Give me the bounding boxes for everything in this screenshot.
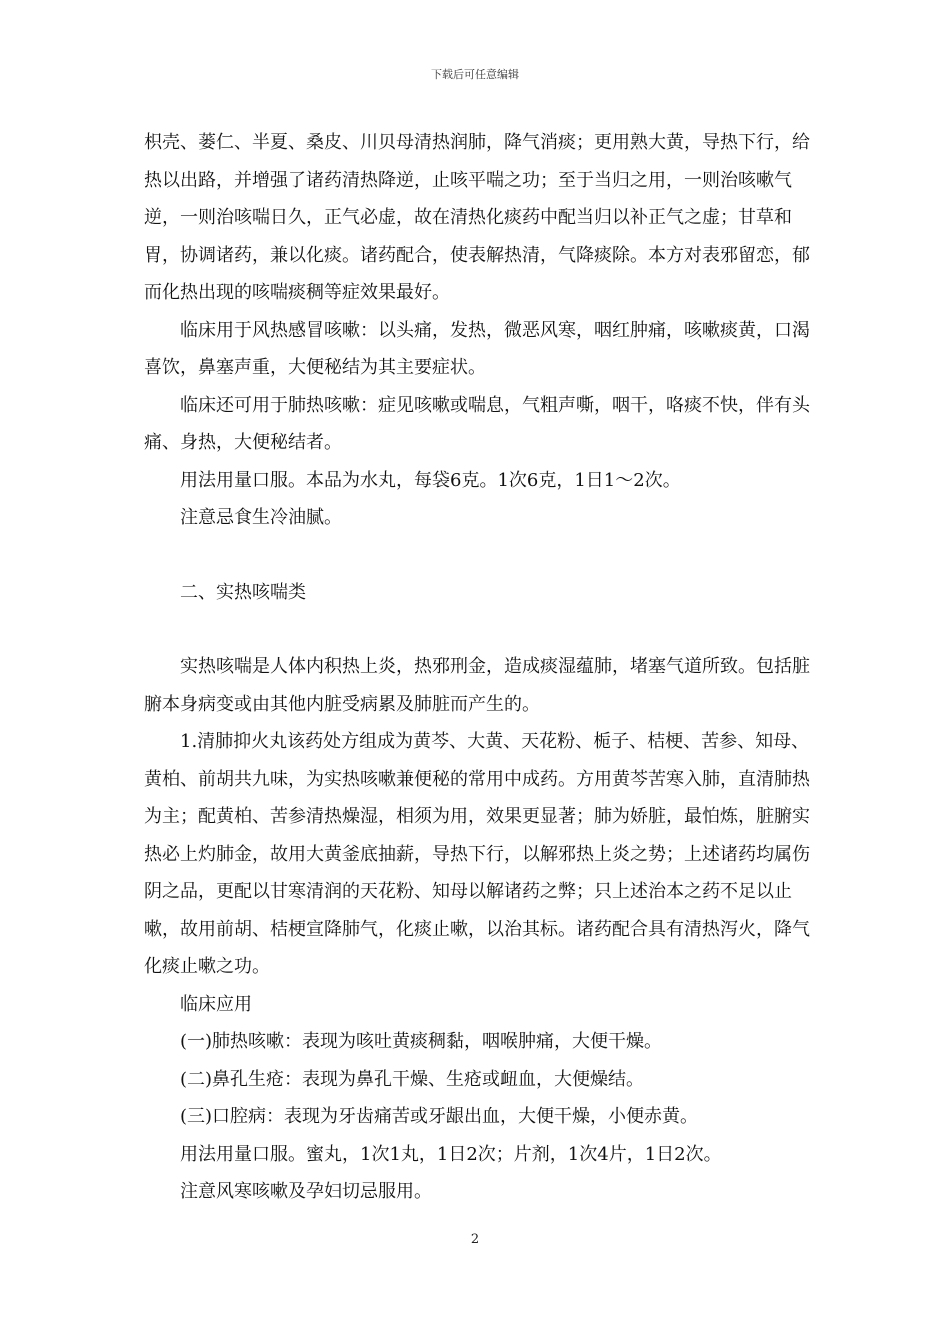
paragraph-dosage: 用法用量口服。本品为水丸，每袋6克。1次6克，1日1～2次。 xyxy=(180,469,681,491)
list-item-nostril-sores: (二)鼻孔生疮：表现为鼻孔干燥、生疮或衄血，大便燥结。 xyxy=(180,1068,645,1090)
paragraph-caution: 注意忌食生冷油腻。 xyxy=(180,507,342,528)
section-heading: 二、实热咳喘类 xyxy=(180,581,306,603)
document-body xyxy=(144,124,814,1211)
page-header: 下载后可任意编辑 xyxy=(431,68,519,81)
paragraph-clinical-wind-heat: 临床用于风热感冒咳嗽：以头痛，发热，微恶风寒，咽红肿痛，咳嗽痰黄，口渴喜饮，鼻塞声重，大便秘结为其主要症状。 xyxy=(144,319,810,378)
paragraph-section-intro: 实热咳喘是人体内积热上炎，热邪刑金，造成痰湿蕴肺，堵塞气道所致。包括脏腑本身病变或由其他内脏受病累及肺脏而产生的。 xyxy=(144,656,810,715)
page-number: 2 xyxy=(470,1232,480,1247)
list-item-lung-heat-cough: (一)肺热咳嗽：表现为咳吐黄痰稠黏，咽喉肿痛，大便干燥。 xyxy=(180,1031,663,1052)
paragraph-herb-explanation: 枳壳、蒌仁、半夏、桑皮、川贝母清热润肺，降气消痰；更用熟大黄，导热下行，给热以出路，并增强了诸药清热降逆，止咳平喘之功；至于当归之用，一则治咳嗽气逆，一则治咳喘日久，正气必虚，故在清热化痰药中配当归以补正气之虚；甘草和胃，协调诸药，兼以化痰。诸药配合，使表解热清，气降痰除。本方对表邪留恋，郁而化热出现的咳喘痰稠等症效果最好。 xyxy=(144,132,810,303)
paragraph-clinical-lung-heat: 临床还可用于肺热咳嗽：症见咳嗽或喘息，气粗声嘶，咽干，咯痰不快，伴有头痛、身热，大便秘结者。 xyxy=(144,394,810,453)
paragraph-clinical-application-heading: 临床应用 xyxy=(180,993,252,1015)
list-item-oral-disease: (三)口腔病：表现为牙齿痛苦或牙龈出血，大便干燥，小便赤黄。 xyxy=(180,1106,699,1127)
paragraph-dosage-2: 用法用量口服。蜜丸，1次1丸，1日2次；片剂，1次4片，1日2次。 xyxy=(180,1143,722,1165)
paragraph-qingfei-yihuo-wan: 1.清肺抑火丸该药处方组成为黄芩、大黄、天花粉、栀子、桔梗、苦参、知母、黄柏、前胡共九味，为实热咳嗽兼便秘的常用中成药。方用黄芩苦寒入肺，直清肺热为主；配黄柏、苦参清热燥湿，相须为用，效果更显著；肺为娇脏，最怕炼，脏腑实热必上灼肺金，故用大黄釜底抽薪，导热下行，以解邪热上炎之势；上述诸药均属伤阴之品，更配以甘寒清润的天花粉、知母以解诸药之弊；只上述治本之药不足以止嗽，故用前胡、桔梗宣降肺气，化痰止嗽，以治其标。诸药配合具有清热泻火，降气化痰止嗽之功。 xyxy=(144,731,810,977)
paragraph-caution-2: 注意风寒咳嗽及孕妇切忌服用。 xyxy=(180,1181,432,1202)
